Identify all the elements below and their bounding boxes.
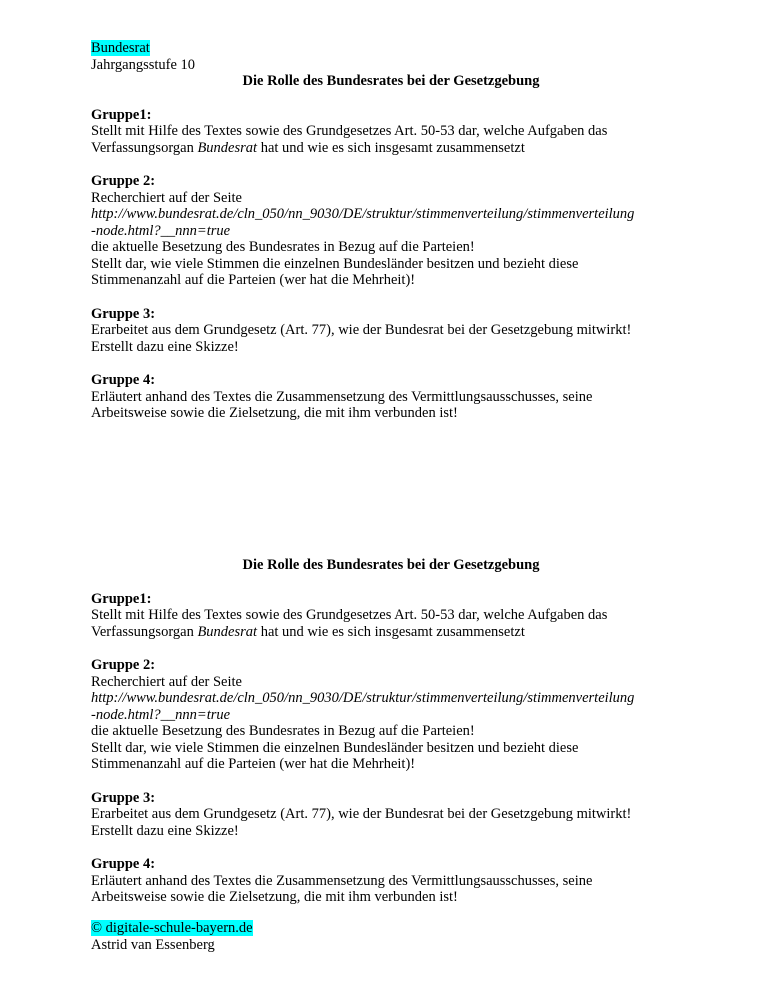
group-text-line [91, 873, 691, 890]
group-text-line [91, 707, 691, 724]
group-heading: Gruppe 2: [91, 173, 156, 189]
footer [91, 920, 253, 953]
body-text: Erstellt dazu eine Skizze! [91, 338, 239, 355]
worksheet-copy [91, 557, 691, 906]
group-block [91, 107, 691, 157]
emphasis-text: Bundesrat [197, 139, 258, 156]
body-text: Arbeitsweise sowie die Zielsetzung, die mit ihm verbunden ist! [91, 405, 458, 421]
worksheet-title: Die Rolle des Bundesrates bei der Gesetzgebung [242, 73, 540, 89]
emphasis-text: Bundesrat [197, 623, 258, 640]
body-text: Stellt dar, wie viele Stimmen die einzelnen Bundesländer besitzen und bezieht diese [91, 255, 579, 272]
body-text: Erläutert anhand des Textes die Zusammensetzung des Vermittlungsausschusses, seine [91, 872, 593, 889]
body-text: Recherchiert auf der Seite [91, 673, 242, 690]
copyright-label: © digitale-schule-bayern.de [91, 920, 253, 936]
body-text: Stellt mit Hilfe des Textes sowie des Grundgesetzes Art. 50-53 dar, welche Aufgaben das [91, 607, 608, 623]
group-text-line [91, 272, 691, 289]
group-heading: Gruppe 2: [91, 657, 156, 673]
group-text-line [91, 723, 691, 740]
group-heading: Gruppe 4: [91, 856, 156, 872]
group-text-line [91, 756, 691, 773]
group-block [91, 306, 691, 356]
worksheet-title-copy: Die Rolle des Bundesrates bei der Gesetzgebung [242, 557, 540, 573]
body-text: Stimmenanzahl auf die Parteien (wer hat die Mehrheit)! [91, 272, 416, 288]
body-text: hat und wie es sich insgesamt zusammensetzt [257, 623, 525, 640]
group-text-line [91, 223, 691, 240]
group-heading: Gruppe1: [91, 590, 152, 607]
group-text-line [91, 405, 691, 422]
group-text-line [91, 624, 691, 641]
group-block [91, 372, 691, 422]
group-text-line [91, 322, 691, 339]
body-text: Verfassungsorgan [91, 139, 198, 156]
group-block [91, 790, 691, 840]
grade-label: Jahrgangsstufe 10 [91, 56, 196, 73]
group-block [91, 856, 691, 906]
group-text-line [91, 740, 691, 757]
subject-label: Bundesrat [91, 40, 150, 56]
body-text: hat und wie es sich insgesamt zusammensetzt [257, 139, 525, 156]
emphasis-text: http://www.bundesrat.de/cln_050/nn_9030/DE/struktur/stimmenverteilung/stimmenverteilung [91, 206, 635, 222]
group-text-line [91, 674, 691, 691]
body-text: Arbeitsweise sowie die Zielsetzung, die mit ihm verbunden ist! [91, 889, 458, 905]
group-text-line [91, 206, 691, 223]
group-heading: Gruppe 3: [91, 305, 156, 322]
group-heading: Gruppe1: [91, 106, 152, 123]
group-text-line [91, 239, 691, 256]
body-text: Stellt dar, wie viele Stimmen die einzelnen Bundesländer besitzen und bezieht diese [91, 739, 579, 756]
body-text: Erarbeitet aus dem Grundgesetz (Art. 77), wie der Bundesrat bei der Gesetzgebung mitwirkt! [91, 806, 632, 822]
group-text-line [91, 823, 691, 840]
body-text: Recherchiert auf der Seite [91, 189, 242, 206]
body-text: die aktuelle Besetzung des Bundesrates in Bezug auf die Parteien! [91, 239, 475, 255]
group-list-copy [91, 591, 691, 906]
group-block [91, 591, 691, 641]
body-text: Stellt mit Hilfe des Textes sowie des Grundgesetzes Art. 50-53 dar, welche Aufgaben das [91, 123, 608, 139]
group-block [91, 657, 691, 773]
group-text-line [91, 389, 691, 406]
body-text: Verfassungsorgan [91, 623, 198, 640]
group-block [91, 173, 691, 289]
author-label: Astrid van Essenberg [91, 936, 215, 953]
emphasis-text: http://www.bundesrat.de/cln_050/nn_9030/DE/struktur/stimmenverteilung/stimmenverteilung [91, 690, 635, 706]
group-text-line [91, 607, 691, 624]
group-text-line [91, 806, 691, 823]
group-heading: Gruppe 4: [91, 372, 156, 388]
emphasis-text: -node.html?__nnn=true [91, 706, 231, 723]
group-text-line [91, 140, 691, 157]
group-heading: Gruppe 3: [91, 789, 156, 806]
body-text: Stimmenanzahl auf die Parteien (wer hat die Mehrheit)! [91, 756, 416, 772]
group-text-line [91, 339, 691, 356]
group-list [91, 107, 691, 422]
body-text: die aktuelle Besetzung des Bundesrates in Bezug auf die Parteien! [91, 723, 475, 739]
group-text-line [91, 889, 691, 906]
group-text-line [91, 690, 691, 707]
group-text-line [91, 256, 691, 273]
body-text: Erläutert anhand des Textes die Zusammensetzung des Vermittlungsausschusses, seine [91, 388, 593, 405]
group-text-line [91, 123, 691, 140]
body-text: Erarbeitet aus dem Grundgesetz (Art. 77), wie der Bundesrat bei der Gesetzgebung mitwirkt! [91, 322, 632, 338]
worksheet-top [91, 40, 691, 422]
body-text: Erstellt dazu eine Skizze! [91, 822, 239, 839]
group-text-line [91, 190, 691, 207]
emphasis-text: -node.html?__nnn=true [91, 222, 231, 239]
